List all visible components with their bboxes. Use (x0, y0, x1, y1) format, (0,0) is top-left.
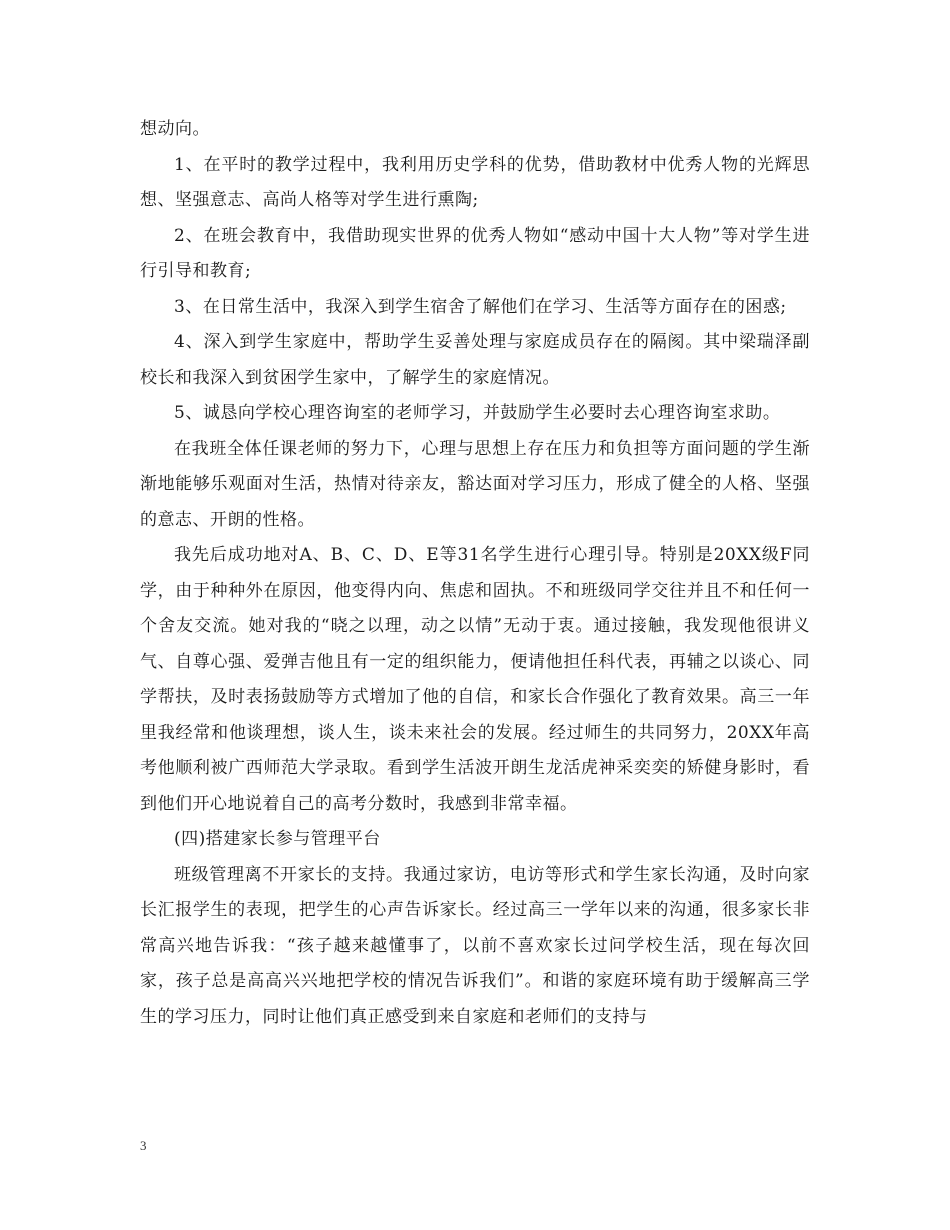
paragraph-2: 1、在平时的教学过程中，我利用历史学科的优势，借助教材中优秀人物的光辉思想、坚强意志、高尚人格等对学生进行熏陶; (140, 154, 810, 210)
document-body (140, 112, 810, 1035)
paragraph-3: 2、在班会教育中，我借助现实世界的优秀人物如“感动中国十大人物”等对学生进行引导和教育; (140, 225, 810, 281)
paragraph-9: 班级管理离不开家长的支持。我通过家访，电访等形式和学生家长沟通，及时向家长汇报学生的表现，把学生的心声告诉家长。经过高三一学年以来的沟通，很多家长非常高兴地告诉我：“孩子越来越懂事了，以前不喜欢家长过问学校生活，现在每次回家，孩子总是高高兴兴地把学校的情况告诉我们”。和谐的家庭环境有助于缓解高三学生的学习压力，同时让他们真正感受到来自家庭和老师们的支持与 (140, 864, 810, 1027)
paragraph-7: 在我班全体任课老师的努力下，心理与思想上存在压力和负担等方面问题的学生渐渐地能够乐观面对生活，热情对待亲友，豁达面对学习压力，形成了健全的人格、坚强的意志、开朗的性格。 (140, 438, 810, 530)
paragraph-1: 想动向。 (140, 119, 210, 139)
paragraph-5: 4、深入到学生家庭中，帮助学生妥善处理与家庭成员存在的隔阂。其中梁瑞泽副校长和我深入到贫困学生家中，了解学生的家庭情况。 (140, 332, 810, 388)
paragraph-6: 5、诚恳向学校心理咨询室的老师学习，并鼓励学生必要时去心理咨询室求助。 (174, 403, 781, 423)
paragraph-8: 我先后成功地对A、B、C、D、E等31名学生进行心理引导。特别是20XX级F同学，由于种种外在原因，他变得内向、焦虑和固执。不和班级同学交往并且不和任何一个舍友交流。她对我的“晓之以理，动之以情”无动于衷。通过接触，我发现他很讲义气、自尊心强、爱弹吉他且有一定的组织能力，便请他担任科代表，再辅之以谈心、同学帮扶，及时表扬鼓励等方式增加了他的自信，和家长合作强化了教育效果。高三一年里我经常和他谈理想，谈人生，谈未来社会的发展。经过师生的共同努力，20XX年高考他顺利被广西师范大学录取。看到学生活波开朗生龙活虎神采奕奕的矫健身影时，看到他们开心地说着自己的高考分数时，我感到非常幸福。 (140, 545, 810, 814)
paragraph-4: 3、在日常生活中，我深入到学生宿舍了解他们在学习、生活等方面存在的困惑; (174, 296, 787, 317)
page-number: 3 (140, 1138, 147, 1153)
section-heading: (四)搭建家长参与管理平台 (174, 829, 381, 849)
